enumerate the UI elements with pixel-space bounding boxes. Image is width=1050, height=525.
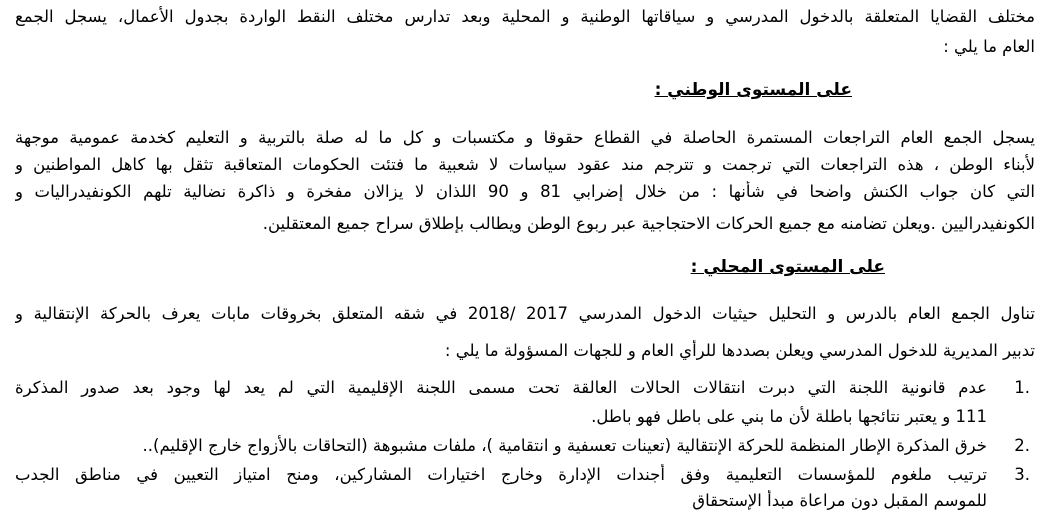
list-item-number: 1. xyxy=(1014,378,1030,397)
list-item-number: 3. xyxy=(1014,465,1030,484)
intro-line: العام ما يلي : xyxy=(943,37,1035,56)
national-level-heading: على المستوى الوطني : xyxy=(654,80,852,100)
list-item-line: خرق المذكرة الإطار المنظمة للحركة الإنتقالية (تعينات تعسفية و انتقامية )، ملفات مشبوهة (التحاقات بالأزواج خارج الإقليم).. xyxy=(142,436,987,455)
paragraph-line: تناول الجمع العام بالدرس و التحليل حيثيات الدخول المدرسي 2017 /2018 في شقه المتعلق بخروقات مابات يعرف بالحركة الإنتقالية و xyxy=(15,304,1035,323)
list-item-line: للموسم المقبل دون مراعاة مبدأ الإستحقاق xyxy=(692,491,987,510)
list-item-number: 2. xyxy=(1014,436,1030,455)
intro-line: مختلف القضايا المتعلقة بالدخول المدرسي و سياقاتها الوطنية و المحلية وبعد تدارس مختلف النقط الواردة بجدول الأعمال، يسجل الجمع xyxy=(15,7,1035,26)
list-item-line: ترتيب ملغوم للمؤسسات التعليمية وفق أجندات الإدارة وخارج اختيارات المشاركين، ومنح امتياز التعيين في مناطق الجدب xyxy=(15,465,987,484)
paragraph-line: الكونفيدراليين .ويعلن تضامنه مع جميع الحركات الاحتجاجية عبر ربوع الوطن ويطالب بإطلاق سراح جميع المعتقلين. xyxy=(262,214,1035,233)
list-item-line: عدم قانونية اللجنة التي دبرت انتقالات الحالات العالقة تحت مسمى اللجنة الإقليمية التي لم يعد لها وجود بعد صدور المذكرة xyxy=(15,378,987,397)
local-level-heading: على المستوى المحلي : xyxy=(690,257,885,277)
paragraph-line: التي كان جواب الكنش واضحا في شأنها : من خلال إضرابي 81 و 90 اللذان لا يزالان مفخرة و ذاكرة نضالية تلهم الكونفيدراليات و xyxy=(15,182,1035,201)
list-item-line: 111 و يعتبر نتائجها باطلة لأن ما بني على باطل فهو باطل. xyxy=(591,407,987,426)
paragraph-line: تدبير المديرية للدخول المدرسي ويعلن بصددها للرأي العام و للجهات المسؤولة ما يلي : xyxy=(444,341,1035,360)
paragraph-line: يسجل الجمع العام التراجعات المستمرة الحاصلة في القطاع حقوقا و مكتسبات و كل ما له صلة بالتربية و التعليم كخدمة عمومية موجهة xyxy=(15,128,1035,147)
paragraph-line: لأبناء الوطن ، هذه التراجعات التي ترجمت و تترجم مند عقود سياسات لا شعبية ما فتئت الحكومات المتعاقبة تثقل بها كاهل المواطنين و xyxy=(15,155,1035,174)
